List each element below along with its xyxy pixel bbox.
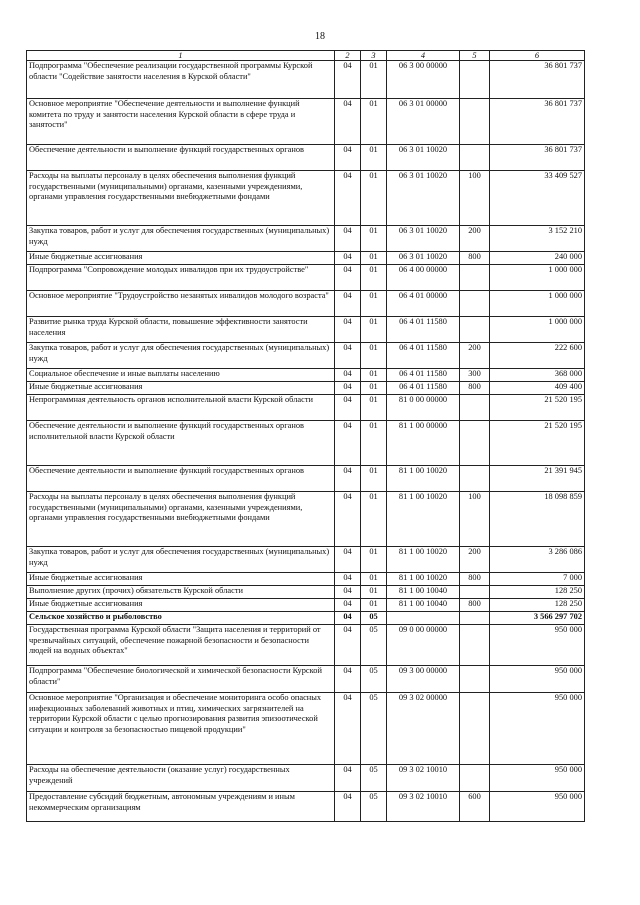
subsection-code-cell: 05 xyxy=(361,765,387,792)
section-code-cell: 04 xyxy=(335,291,361,317)
amount-cell: 128 250 xyxy=(490,599,585,612)
table-row xyxy=(27,291,585,317)
section-code-cell: 04 xyxy=(335,693,361,765)
row-name-cell: Расходы на выплаты персоналу в целях обеспечения выполнения функций государственными (муниципальными) органами, казенными учреждениями, органами управления государственными внебюджетными фондами xyxy=(27,171,335,226)
amount-cell: 3 566 297 702 xyxy=(490,612,585,625)
section-code-cell: 04 xyxy=(335,382,361,395)
row-name-cell: Иные бюджетные ассигнования xyxy=(27,573,335,586)
target-article-cell: 81 1 00 10020 xyxy=(387,547,460,573)
expense-type-cell xyxy=(460,99,490,145)
section-code-cell: 04 xyxy=(335,343,361,369)
expense-type-cell: 100 xyxy=(460,171,490,226)
expense-type-cell xyxy=(460,61,490,99)
row-name-cell: Предоставление субсидий бюджетным, автономным учреждениям и иным некоммерческим организациям xyxy=(27,792,335,822)
table-row xyxy=(27,466,585,492)
amount-cell: 950 000 xyxy=(490,693,585,765)
expense-type-cell: 800 xyxy=(460,382,490,395)
subsection-code-cell: 01 xyxy=(361,252,387,265)
row-name-cell: Закупка товаров, работ и услуг для обеспечения государственных (муниципальных) нужд xyxy=(27,547,335,573)
table-row xyxy=(27,226,585,252)
amount-cell: 21 520 195 xyxy=(490,395,585,421)
table-row xyxy=(27,145,585,171)
section-code-cell: 04 xyxy=(335,317,361,343)
section-code-cell: 04 xyxy=(335,666,361,693)
expense-type-cell: 800 xyxy=(460,599,490,612)
amount-cell: 368 000 xyxy=(490,369,585,382)
row-name-cell: Расходы на выплаты персоналу в целях обеспечения выполнения функций государственными (муниципальными) органами, казенными учреждениями, органами управления государственными внебюджетными фондами xyxy=(27,492,335,547)
budget-table xyxy=(26,50,585,822)
section-code-cell: 04 xyxy=(335,599,361,612)
row-name-cell: Основное мероприятие "Организация и обеспечение мониторинга особо опасных инфекционных заболеваний животных и птиц, химических загрязнителей на территории Курской области с целью прогнозирования развития эпизоотической ситуации и контроля за безопасностью пищевой продукции" xyxy=(27,693,335,765)
section-code-cell: 04 xyxy=(335,547,361,573)
amount-cell: 33 409 527 xyxy=(490,171,585,226)
target-article-cell: 81 1 00 10040 xyxy=(387,586,460,599)
row-name-cell: Закупка товаров, работ и услуг для обеспечения государственных (муниципальных) нужд xyxy=(27,343,335,369)
expense-type-cell: 600 xyxy=(460,792,490,822)
amount-cell: 950 000 xyxy=(490,625,585,666)
section-code-cell: 04 xyxy=(335,765,361,792)
section-code-cell: 04 xyxy=(335,99,361,145)
row-name-cell: Подпрограмма "Сопровождение молодых инвалидов при их трудоустройстве" xyxy=(27,265,335,291)
column-header: 4 xyxy=(387,51,460,61)
table-row xyxy=(27,492,585,547)
target-article-cell: 09 3 02 00000 xyxy=(387,693,460,765)
subsection-code-cell: 01 xyxy=(361,421,387,466)
table-row xyxy=(27,666,585,693)
amount-cell: 21 520 195 xyxy=(490,421,585,466)
target-article-cell: 81 1 00 10020 xyxy=(387,573,460,586)
section-code-cell: 04 xyxy=(335,466,361,492)
subsection-code-cell: 01 xyxy=(361,61,387,99)
amount-cell: 36 801 737 xyxy=(490,61,585,99)
target-article-cell: 06 3 01 10020 xyxy=(387,226,460,252)
table-row xyxy=(27,395,585,421)
row-name-cell: Иные бюджетные ассигнования xyxy=(27,382,335,395)
table-row xyxy=(27,61,585,99)
row-name-cell: Основное мероприятие "Трудоустройство незанятых инвалидов молодого возраста" xyxy=(27,291,335,317)
row-name-cell: Обеспечение деятельности и выполнение функций государственных органов xyxy=(27,466,335,492)
expense-type-cell xyxy=(460,421,490,466)
amount-cell: 950 000 xyxy=(490,765,585,792)
row-name-cell: Подпрограмма "Обеспечение биологической и химической безопасности Курской области" xyxy=(27,666,335,693)
subsection-code-cell: 01 xyxy=(361,586,387,599)
section-code-cell: 04 xyxy=(335,492,361,547)
row-name-cell: Закупка товаров, работ и услуг для обеспечения государственных (муниципальных) нужд xyxy=(27,226,335,252)
table-row xyxy=(27,693,585,765)
column-header: 2 xyxy=(335,51,361,61)
section-code-cell: 04 xyxy=(335,586,361,599)
subsection-code-cell: 05 xyxy=(361,693,387,765)
expense-type-cell xyxy=(460,466,490,492)
amount-cell: 950 000 xyxy=(490,666,585,693)
target-article-cell: 81 0 00 00000 xyxy=(387,395,460,421)
table-row xyxy=(27,547,585,573)
table-row xyxy=(27,586,585,599)
row-name-cell: Обеспечение деятельности и выполнение функций государственных органов исполнительной власти Курской области xyxy=(27,421,335,466)
table-row xyxy=(27,421,585,466)
amount-cell: 128 250 xyxy=(490,586,585,599)
row-name-cell: Иные бюджетные ассигнования xyxy=(27,599,335,612)
table-row xyxy=(27,343,585,369)
target-article-cell: 09 3 02 10010 xyxy=(387,765,460,792)
column-header: 6 xyxy=(490,51,585,61)
expense-type-cell xyxy=(460,145,490,171)
subsection-code-cell: 01 xyxy=(361,291,387,317)
amount-cell: 222 600 xyxy=(490,343,585,369)
expense-type-cell xyxy=(460,666,490,693)
table-row xyxy=(27,382,585,395)
section-code-cell: 04 xyxy=(335,145,361,171)
row-name-cell: Иные бюджетные ассигнования xyxy=(27,252,335,265)
row-name-cell: Государственная программа Курской области "Защита населения и территорий от чрезвычайных ситуаций, обеспечение пожарной безопасности и безопасности людей на водных объектах" xyxy=(27,625,335,666)
target-article-cell: 06 4 00 00000 xyxy=(387,265,460,291)
subsection-code-cell: 01 xyxy=(361,547,387,573)
subsection-code-cell: 01 xyxy=(361,265,387,291)
row-name-cell: Подпрограмма "Обеспечение реализации государственной программы Курской области "Содействие занятости населения в Курской области" xyxy=(27,61,335,99)
subsection-code-cell: 05 xyxy=(361,666,387,693)
expense-type-cell xyxy=(460,265,490,291)
row-name-cell: Основное мероприятие "Обеспечение деятельности и выполнение функций комитета по труду и занятости населения Курской области в сфере труда и занятости" xyxy=(27,99,335,145)
target-article-cell: 09 0 00 00000 xyxy=(387,625,460,666)
amount-cell: 18 098 859 xyxy=(490,492,585,547)
target-article-cell: 06 3 01 10020 xyxy=(387,171,460,226)
subsection-code-cell: 01 xyxy=(361,492,387,547)
amount-cell: 21 391 945 xyxy=(490,466,585,492)
column-header: 5 xyxy=(460,51,490,61)
row-name-cell: Выполнение других (прочих) обязательств Курской области xyxy=(27,586,335,599)
amount-cell: 1 000 000 xyxy=(490,317,585,343)
section-code-cell: 04 xyxy=(335,226,361,252)
subsection-code-cell: 01 xyxy=(361,171,387,226)
table-row xyxy=(27,265,585,291)
target-article-cell: 09 3 00 00000 xyxy=(387,666,460,693)
subsection-code-cell: 01 xyxy=(361,226,387,252)
expense-type-cell xyxy=(460,612,490,625)
amount-cell: 1 000 000 xyxy=(490,265,585,291)
expense-type-cell xyxy=(460,291,490,317)
expense-type-cell: 200 xyxy=(460,226,490,252)
section-code-cell: 04 xyxy=(335,792,361,822)
expense-type-cell: 800 xyxy=(460,252,490,265)
target-article-cell: 81 1 00 00000 xyxy=(387,421,460,466)
table-row xyxy=(27,792,585,822)
amount-cell: 1 000 000 xyxy=(490,291,585,317)
amount-cell: 36 801 737 xyxy=(490,99,585,145)
row-name-cell: Сельское хозяйство и рыболовство xyxy=(27,612,335,625)
target-article-cell: 81 1 00 10020 xyxy=(387,492,460,547)
subsection-code-cell: 05 xyxy=(361,792,387,822)
table-row xyxy=(27,573,585,586)
section-code-cell: 04 xyxy=(335,421,361,466)
target-article-cell: 06 4 01 00000 xyxy=(387,291,460,317)
section-code-cell: 04 xyxy=(335,395,361,421)
subsection-code-cell: 01 xyxy=(361,466,387,492)
target-article-cell xyxy=(387,612,460,625)
table-row xyxy=(27,599,585,612)
row-name-cell: Обеспечение деятельности и выполнение функций государственных органов xyxy=(27,145,335,171)
target-article-cell: 06 3 00 00000 xyxy=(387,61,460,99)
amount-cell: 3 286 086 xyxy=(490,547,585,573)
section-code-cell: 04 xyxy=(335,171,361,226)
target-article-cell: 06 4 01 11580 xyxy=(387,343,460,369)
amount-cell: 3 152 210 xyxy=(490,226,585,252)
expense-type-cell xyxy=(460,586,490,599)
subsection-code-cell: 01 xyxy=(361,395,387,421)
expense-type-cell: 800 xyxy=(460,573,490,586)
expense-type-cell: 200 xyxy=(460,547,490,573)
subsection-code-cell: 01 xyxy=(361,369,387,382)
section-code-cell: 04 xyxy=(335,625,361,666)
expense-type-cell: 300 xyxy=(460,369,490,382)
expense-type-cell: 100 xyxy=(460,492,490,547)
target-article-cell: 81 1 00 10040 xyxy=(387,599,460,612)
amount-cell: 36 801 737 xyxy=(490,145,585,171)
expense-type-cell xyxy=(460,693,490,765)
subsection-code-cell: 01 xyxy=(361,343,387,369)
target-article-cell: 81 1 00 10020 xyxy=(387,466,460,492)
table-row xyxy=(27,369,585,382)
table-row xyxy=(27,252,585,265)
section-code-cell: 04 xyxy=(335,265,361,291)
subsection-code-cell: 01 xyxy=(361,573,387,586)
page-number: 18 xyxy=(315,31,325,42)
target-article-cell: 06 3 01 00000 xyxy=(387,99,460,145)
column-header-row xyxy=(27,51,585,61)
table-row xyxy=(27,765,585,792)
subsection-code-cell: 05 xyxy=(361,612,387,625)
table-row xyxy=(27,171,585,226)
subsection-code-cell: 01 xyxy=(361,599,387,612)
amount-cell: 7 000 xyxy=(490,573,585,586)
target-article-cell: 06 4 01 11580 xyxy=(387,317,460,343)
expense-type-cell: 200 xyxy=(460,343,490,369)
row-name-cell: Социальное обеспечение и иные выплаты населению xyxy=(27,369,335,382)
row-name-cell: Непрограммная деятельность органов исполнительной власти Курской области xyxy=(27,395,335,421)
section-code-cell: 04 xyxy=(335,612,361,625)
table-row xyxy=(27,317,585,343)
subsection-code-cell: 01 xyxy=(361,317,387,343)
amount-cell: 240 000 xyxy=(490,252,585,265)
target-article-cell: 06 3 01 10020 xyxy=(387,252,460,265)
amount-cell: 950 000 xyxy=(490,792,585,822)
column-header: 1 xyxy=(27,51,335,61)
table-row xyxy=(27,612,585,625)
row-name-cell: Расходы на обеспечение деятельности (оказание услуг) государственных учреждений xyxy=(27,765,335,792)
expense-type-cell xyxy=(460,317,490,343)
section-code-cell: 04 xyxy=(335,369,361,382)
subsection-code-cell: 01 xyxy=(361,145,387,171)
expense-type-cell xyxy=(460,765,490,792)
row-name-cell: Развитие рынка труда Курской области, повышение эффективности занятости населения xyxy=(27,317,335,343)
target-article-cell: 09 3 02 10010 xyxy=(387,792,460,822)
section-code-cell: 04 xyxy=(335,61,361,99)
subsection-code-cell: 01 xyxy=(361,99,387,145)
target-article-cell: 06 3 01 10020 xyxy=(387,145,460,171)
target-article-cell: 06 4 01 11580 xyxy=(387,382,460,395)
amount-cell: 409 400 xyxy=(490,382,585,395)
table-row xyxy=(27,99,585,145)
expense-type-cell xyxy=(460,625,490,666)
expense-type-cell xyxy=(460,395,490,421)
target-article-cell: 06 4 01 11580 xyxy=(387,369,460,382)
subsection-code-cell: 05 xyxy=(361,625,387,666)
table-row xyxy=(27,625,585,666)
section-code-cell: 04 xyxy=(335,573,361,586)
column-header: 3 xyxy=(361,51,387,61)
subsection-code-cell: 01 xyxy=(361,382,387,395)
section-code-cell: 04 xyxy=(335,252,361,265)
